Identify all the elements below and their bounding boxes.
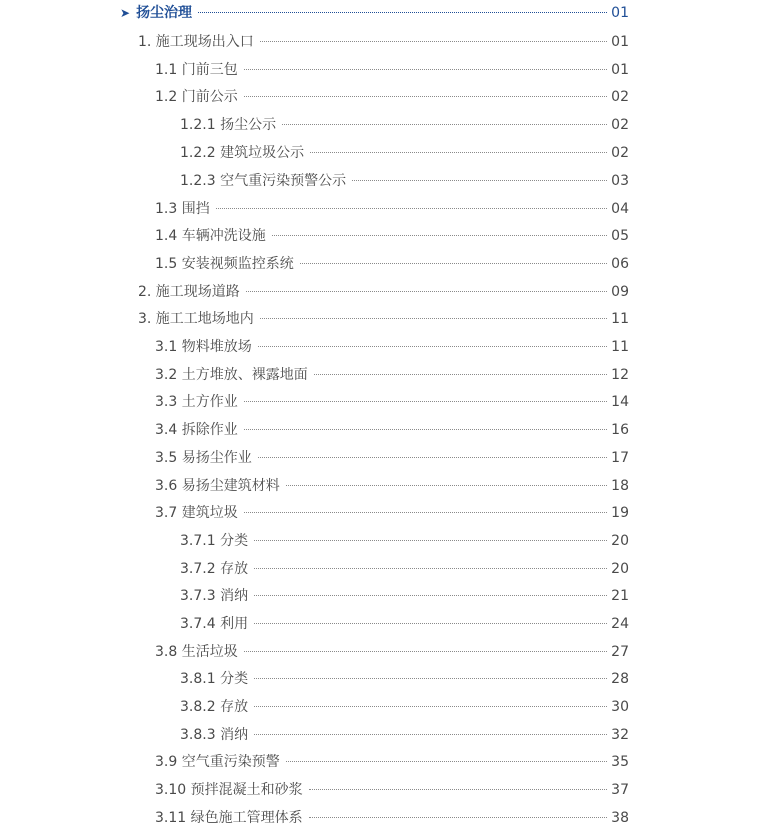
- toc-entry[interactable]: [155, 59, 629, 81]
- toc-entry-page: 05: [611, 228, 629, 244]
- toc-entry-title: 3. 施工工地场地内: [138, 311, 254, 327]
- toc-entry-page: 02: [611, 145, 629, 161]
- toc-entry[interactable]: [180, 668, 629, 690]
- toc-entry-page: 19: [611, 505, 629, 521]
- dot-leader: [260, 41, 607, 42]
- toc-entry-title: 3.7.3 消纳: [180, 588, 249, 604]
- toc-entry[interactable]: [138, 31, 629, 53]
- dot-leader: [254, 540, 607, 541]
- dot-leader: [258, 457, 607, 458]
- toc-entry[interactable]: [155, 502, 629, 524]
- toc-entry-page: 02: [611, 89, 629, 105]
- dot-leader: [254, 734, 607, 735]
- toc-entry-page: 01: [611, 34, 629, 50]
- toc-entry-title: 1.2.3 空气重污染预警公示: [180, 173, 347, 189]
- dot-leader: [198, 12, 607, 13]
- toc-entry-page: 03: [611, 173, 629, 189]
- toc-entry-page: 02: [611, 117, 629, 133]
- toc-entry-page: 27: [611, 644, 629, 660]
- toc-entry-title: 3.6 易扬尘建筑材料: [155, 478, 280, 494]
- toc-entry-title: 3.8.1 分类: [180, 671, 249, 687]
- toc-entry-title: 3.9 空气重污染预警: [155, 754, 280, 770]
- toc-entry-page: 11: [611, 339, 629, 355]
- toc-entry[interactable]: [180, 696, 629, 718]
- toc-entry-page: 14: [611, 394, 629, 410]
- dot-leader: [244, 512, 607, 513]
- toc-entry-page: 18: [611, 478, 629, 494]
- toc-entry-title: 1.2 门前公示: [155, 89, 238, 105]
- toc-entry[interactable]: [180, 530, 629, 552]
- toc-entry-title: 3.11 绿色施工管理体系: [155, 810, 303, 826]
- toc-entry-page: 24: [611, 616, 629, 632]
- toc-entry-page: 01: [611, 62, 629, 78]
- dot-leader: [300, 263, 607, 264]
- dot-leader: [309, 817, 607, 818]
- toc-entry[interactable]: [138, 281, 629, 303]
- toc-entry-title: 1.2.1 扬尘公示: [180, 117, 277, 133]
- toc-entry-title: 3.10 预拌混凝土和砂浆: [155, 782, 303, 798]
- toc-entry-title: 3.8.3 消纳: [180, 727, 249, 743]
- chevron-right-icon: ➤: [120, 6, 131, 20]
- toc-entry[interactable]: [155, 364, 629, 386]
- toc-entry-title: 1.1 门前三包: [155, 62, 238, 78]
- toc-entry[interactable]: [155, 225, 629, 247]
- toc-entry-title: 1. 施工现场出入口: [138, 34, 254, 50]
- toc-entry[interactable]: [138, 308, 629, 330]
- dot-leader: [309, 789, 607, 790]
- dot-leader: [254, 678, 607, 679]
- toc-entry-page: 20: [611, 561, 629, 577]
- toc-entry-title: 3.7.1 分类: [180, 533, 249, 549]
- toc-entry-page: 17: [611, 450, 629, 466]
- toc-entry-page: 38: [611, 810, 629, 826]
- dot-leader: [254, 595, 607, 596]
- toc-entry-page: 37: [611, 782, 629, 798]
- toc-entry-title: 1.4 车辆冲洗设施: [155, 228, 266, 244]
- dot-leader: [244, 69, 607, 70]
- toc-entry-page: 32: [611, 727, 629, 743]
- dot-leader: [246, 291, 607, 292]
- toc-entry-title: 3.8 生活垃圾: [155, 644, 238, 660]
- toc-entry[interactable]: [180, 585, 629, 607]
- toc-entry[interactable]: [180, 613, 629, 635]
- toc-entry[interactable]: [180, 558, 629, 580]
- dot-leader: [310, 152, 607, 153]
- toc-entry[interactable]: [155, 391, 629, 413]
- dot-leader: [352, 180, 607, 181]
- toc-entry[interactable]: [155, 447, 629, 469]
- toc-entry-title: 3.5 易扬尘作业: [155, 450, 252, 466]
- toc-entry[interactable]: [155, 419, 629, 441]
- toc-entry-page: 06: [611, 256, 629, 272]
- toc-entry-title: 3.7.4 利用: [180, 616, 249, 632]
- dot-leader: [258, 346, 607, 347]
- toc-entry-title: 3.8.2 存放: [180, 699, 249, 715]
- toc-entry-page: 30: [611, 699, 629, 715]
- toc-entry[interactable]: [155, 475, 629, 497]
- toc-entry[interactable]: [155, 198, 629, 220]
- toc-entry[interactable]: [155, 336, 629, 358]
- dot-leader: [216, 208, 607, 209]
- toc-entry-title: 扬尘治理: [136, 5, 193, 21]
- dot-leader: [244, 401, 607, 402]
- toc-entry-title: 3.7 建筑垃圾: [155, 505, 238, 521]
- dot-leader: [254, 623, 607, 624]
- toc-entry-page: 01: [611, 5, 629, 21]
- toc-entry-page: 20: [611, 533, 629, 549]
- toc-entry-title: 3.3 土方作业: [155, 394, 238, 410]
- toc-entry[interactable]: [155, 86, 629, 108]
- dot-leader: [272, 235, 607, 236]
- toc-entry-page: 35: [611, 754, 629, 770]
- toc-entry-page: 21: [611, 588, 629, 604]
- toc-entry-page: 04: [611, 201, 629, 217]
- toc-entry[interactable]: [155, 751, 629, 773]
- toc-entry[interactable]: [180, 170, 629, 192]
- dot-leader: [254, 706, 607, 707]
- toc-entry-page: 28: [611, 671, 629, 687]
- toc-entry-title: 2. 施工现场道路: [138, 284, 240, 300]
- toc-entry[interactable]: [180, 724, 629, 746]
- dot-leader: [286, 761, 607, 762]
- toc-entry-title: 3.2 土方堆放、裸露地面: [155, 367, 308, 383]
- toc-entry[interactable]: [180, 142, 629, 164]
- toc-entry[interactable]: [155, 807, 629, 829]
- dot-leader: [244, 429, 607, 430]
- toc-entry-title: 1.3 围挡: [155, 201, 210, 217]
- dot-leader: [314, 374, 607, 375]
- toc-entry-page: 11: [611, 311, 629, 327]
- dot-leader: [254, 568, 607, 569]
- toc-entry-page: 12: [611, 367, 629, 383]
- dot-leader: [286, 485, 607, 486]
- toc-entry-page: 09: [611, 284, 629, 300]
- dot-leader: [244, 96, 607, 97]
- toc-entry-title: 3.1 物料堆放场: [155, 339, 252, 355]
- dot-leader: [244, 651, 607, 652]
- toc-entry-title: 1.5 安装视频监控系统: [155, 256, 294, 272]
- toc-entry-page: 16: [611, 422, 629, 438]
- toc-entry[interactable]: [155, 779, 629, 801]
- dot-leader: [282, 124, 607, 125]
- toc-entry-title: 3.4 拆除作业: [155, 422, 238, 438]
- toc-entry[interactable]: [155, 253, 629, 275]
- toc-entry-title: 1.2.2 建筑垃圾公示: [180, 145, 305, 161]
- toc-entry-title: 3.7.2 存放: [180, 561, 249, 577]
- toc-entry-top-level[interactable]: [120, 2, 629, 24]
- dot-leader: [260, 318, 607, 319]
- toc-entry[interactable]: [180, 114, 629, 136]
- toc-entry[interactable]: [155, 641, 629, 663]
